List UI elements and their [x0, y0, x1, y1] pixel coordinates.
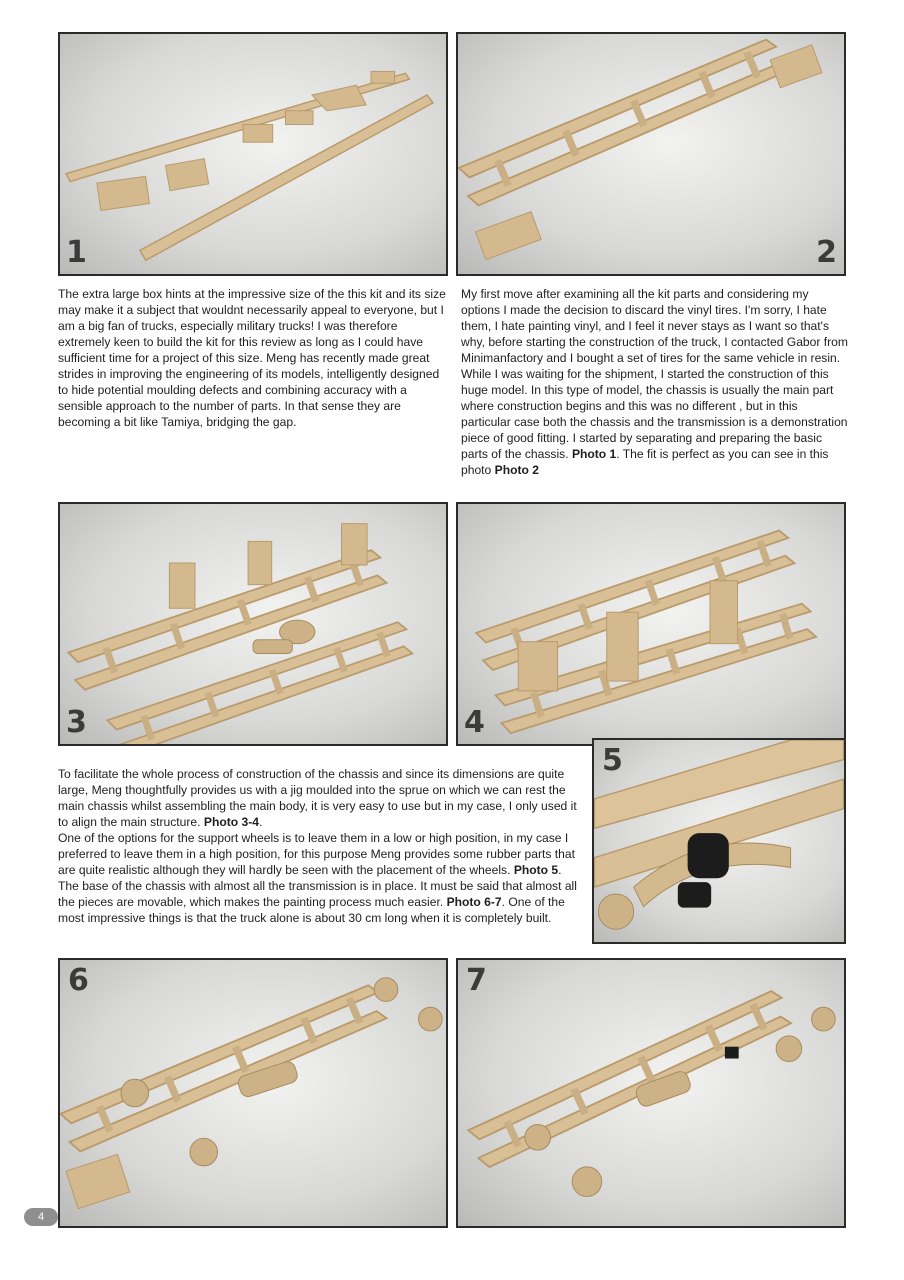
photo-2: [456, 32, 846, 276]
body-text-right-mid: . The fit is perfect as you can see in this photo: [461, 447, 829, 477]
body-text-middle-end1: .: [259, 815, 263, 829]
photo-ref: Photo 5: [513, 863, 559, 877]
photo-3-image: [60, 504, 446, 744]
photo-1-image: [60, 34, 446, 274]
photo-number: 1: [66, 235, 86, 270]
photo-5: [592, 738, 846, 944]
photo-6-image: [60, 960, 446, 1226]
photo-number: 2: [816, 235, 836, 270]
page-number: 4: [24, 1208, 58, 1226]
photo-6: [58, 958, 448, 1228]
body-text-right: [461, 286, 849, 478]
photo-2-image: [458, 34, 844, 274]
body-text-middle: [58, 766, 582, 926]
photo-number: 6: [68, 963, 88, 998]
body-text-right-body: My first move after examining all the kit parts and considering my options I made the decision to discard the vinyl tires. I'm sorry, I hate them, I hate painting vinyl, and I feel it never stays as I want so that's why, before starting the construction of the truck, I contacted Gabor from Minimanfactory and I bought a set of tires for the same vehicle in resin. While I was waiting for the shipment, I started the construction of this huge model. In this type of model, the chassis is usually the main part where construction begins and this was no different , but in this particular case both the chassis and the transmission is a demonstration piece of good fitting. I started by separating and preparing the basic parts of the chassis.: [461, 287, 848, 461]
photo-7: [456, 958, 846, 1228]
body-text-middle-p4: . One of the most impressive things is that the truck alone is about 30 cm long when it is completely built.: [58, 895, 565, 925]
body-text-middle-p3: . The base of the chassis with almost all the transmission is in place. It must be said that almost all the pieces are movable, which makes the painting process much easier.: [58, 863, 577, 909]
body-text-middle-p2: One of the options for the support wheels is to leave them in a low or high position, in my case I preferred to leave them in a high position, for this purpose Meng provides some rubber parts that are quite realistic although they will hardly be seen with the placement of the wheels.: [58, 831, 575, 877]
photo-7-image: [458, 960, 844, 1226]
photo-3: [58, 502, 448, 746]
body-text-left: The extra large box hints at the impressive size of the this kit and its size may make it a subject that wouldnt necessarily appeal to everyone, but I am a big fan of trucks, especially military trucks! I was therefore extremely keen to build the kit for this review as long as I could have sufficient time for a project of this size. Meng has recently made great strides in improving the engineering of its models, intelligently designed to hide potential moulding defects and combining accuracy with a sensible approach to the number of parts. In that sense they are becoming a bit like Tamiya, bridging the gap.: [58, 287, 446, 429]
photo-1: [58, 32, 448, 276]
photo-4: [456, 502, 846, 746]
photo-number: 4: [464, 705, 484, 740]
photo-ref: Photo 6-7: [446, 895, 502, 909]
photo-number: 7: [466, 963, 486, 998]
photo-ref: Photo 1: [571, 447, 617, 461]
photo-ref: Photo 2: [494, 463, 539, 477]
body-text-middle-p1: To facilitate the whole process of construction of the chassis and since its dimensions are quite large, Meng thoughtfully provides us with a jig moulded into the sprue on which we can rest the main chassis whilst assembling the main body, it is very easy to use but in my case, I only used it to align the main structure.: [58, 767, 577, 829]
photo-number: 3: [66, 705, 86, 740]
photo-number: 5: [602, 743, 622, 778]
photo-5-image: [594, 740, 844, 942]
photo-4-image: [458, 504, 844, 744]
photo-ref: Photo 3-4: [203, 815, 259, 829]
